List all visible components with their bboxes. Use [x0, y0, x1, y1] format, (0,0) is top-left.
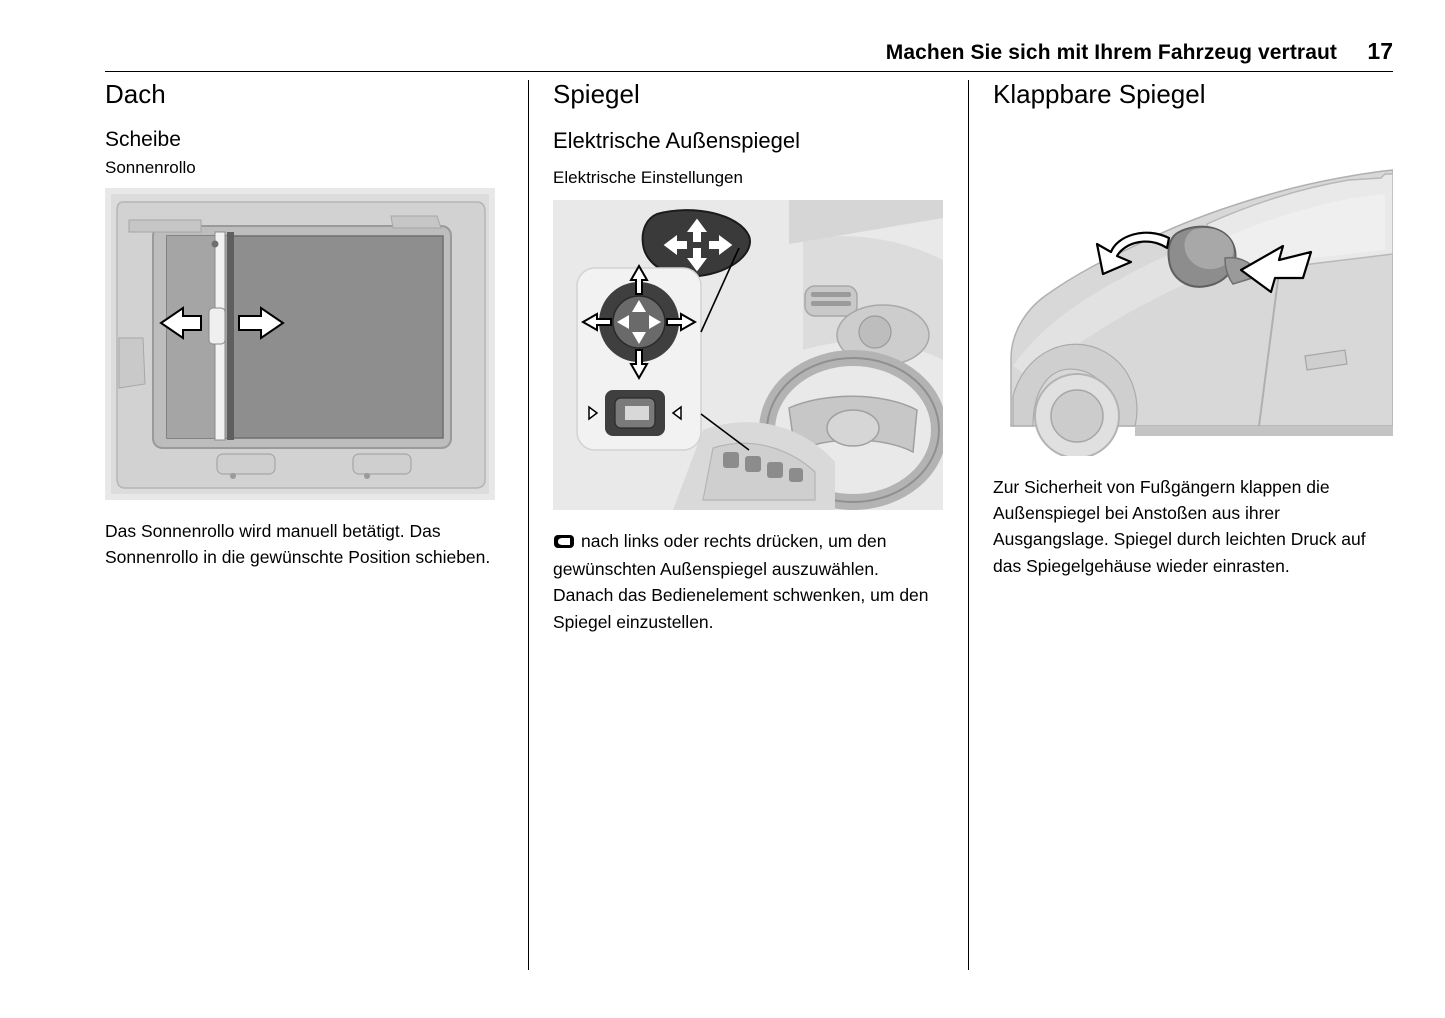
header-title: Machen Sie sich mit Ihrem Fahrzeug vertraut — [885, 41, 1337, 64]
section-title-spiegel: Spiegel — [553, 79, 640, 109]
subsection-title-sonnenrollo: Sonnenrollo — [105, 157, 196, 177]
subsection-title-elektrische-einstellungen: Elektrische Einstellungen — [553, 167, 743, 187]
section-title-klappbare-spiegel: Klappbare Spiegel — [993, 79, 1206, 109]
page-header — [105, 38, 1393, 72]
column-middle — [553, 80, 945, 635]
mirror-select-switch-icon — [553, 530, 575, 556]
mirror-select-text: nach links oder rechts drücken, um den gewünschten Außenspiegel auszuwählen. — [553, 530, 887, 580]
folding-mirror-illustration — [993, 126, 1393, 456]
subsection-title-scheibe: Scheibe — [105, 127, 181, 151]
body-text-mirror-select — [553, 528, 945, 583]
column-divider-2 — [968, 80, 969, 970]
column-left — [105, 80, 497, 570]
sunroof-sunblind-illustration — [105, 188, 495, 500]
subsection-title-elektrische-aussenspiegel: Elektrische Außenspiegel — [553, 127, 801, 153]
column-right — [993, 80, 1393, 579]
column-divider-1 — [528, 80, 529, 970]
figure-sunroof — [105, 188, 495, 500]
figure-mirror-control — [553, 200, 943, 510]
body-text-mirror-adjust: Danach das Bedienelement schwenken, um den Spiegel einzustellen. — [553, 585, 929, 632]
body-text-folding-mirror: Zur Sicherheit von Fußgängern klappen die Außenspiegel bei Anstoßen aus ihrer Ausgangslage. Spiegel durch leichten Druck auf das Spiegelgehäuse wieder einrasten. — [993, 476, 1366, 576]
section-title-dach: Dach — [105, 79, 166, 109]
body-text-sunblind: Das Sonnenrollo wird manuell betätigt. Das Sonnenrollo in die gewünschte Position schieben. — [105, 520, 491, 568]
figure-folding-mirror — [993, 126, 1393, 456]
page-number: 17 — [1367, 38, 1393, 64]
mirror-adjustment-control-illustration — [553, 200, 943, 510]
